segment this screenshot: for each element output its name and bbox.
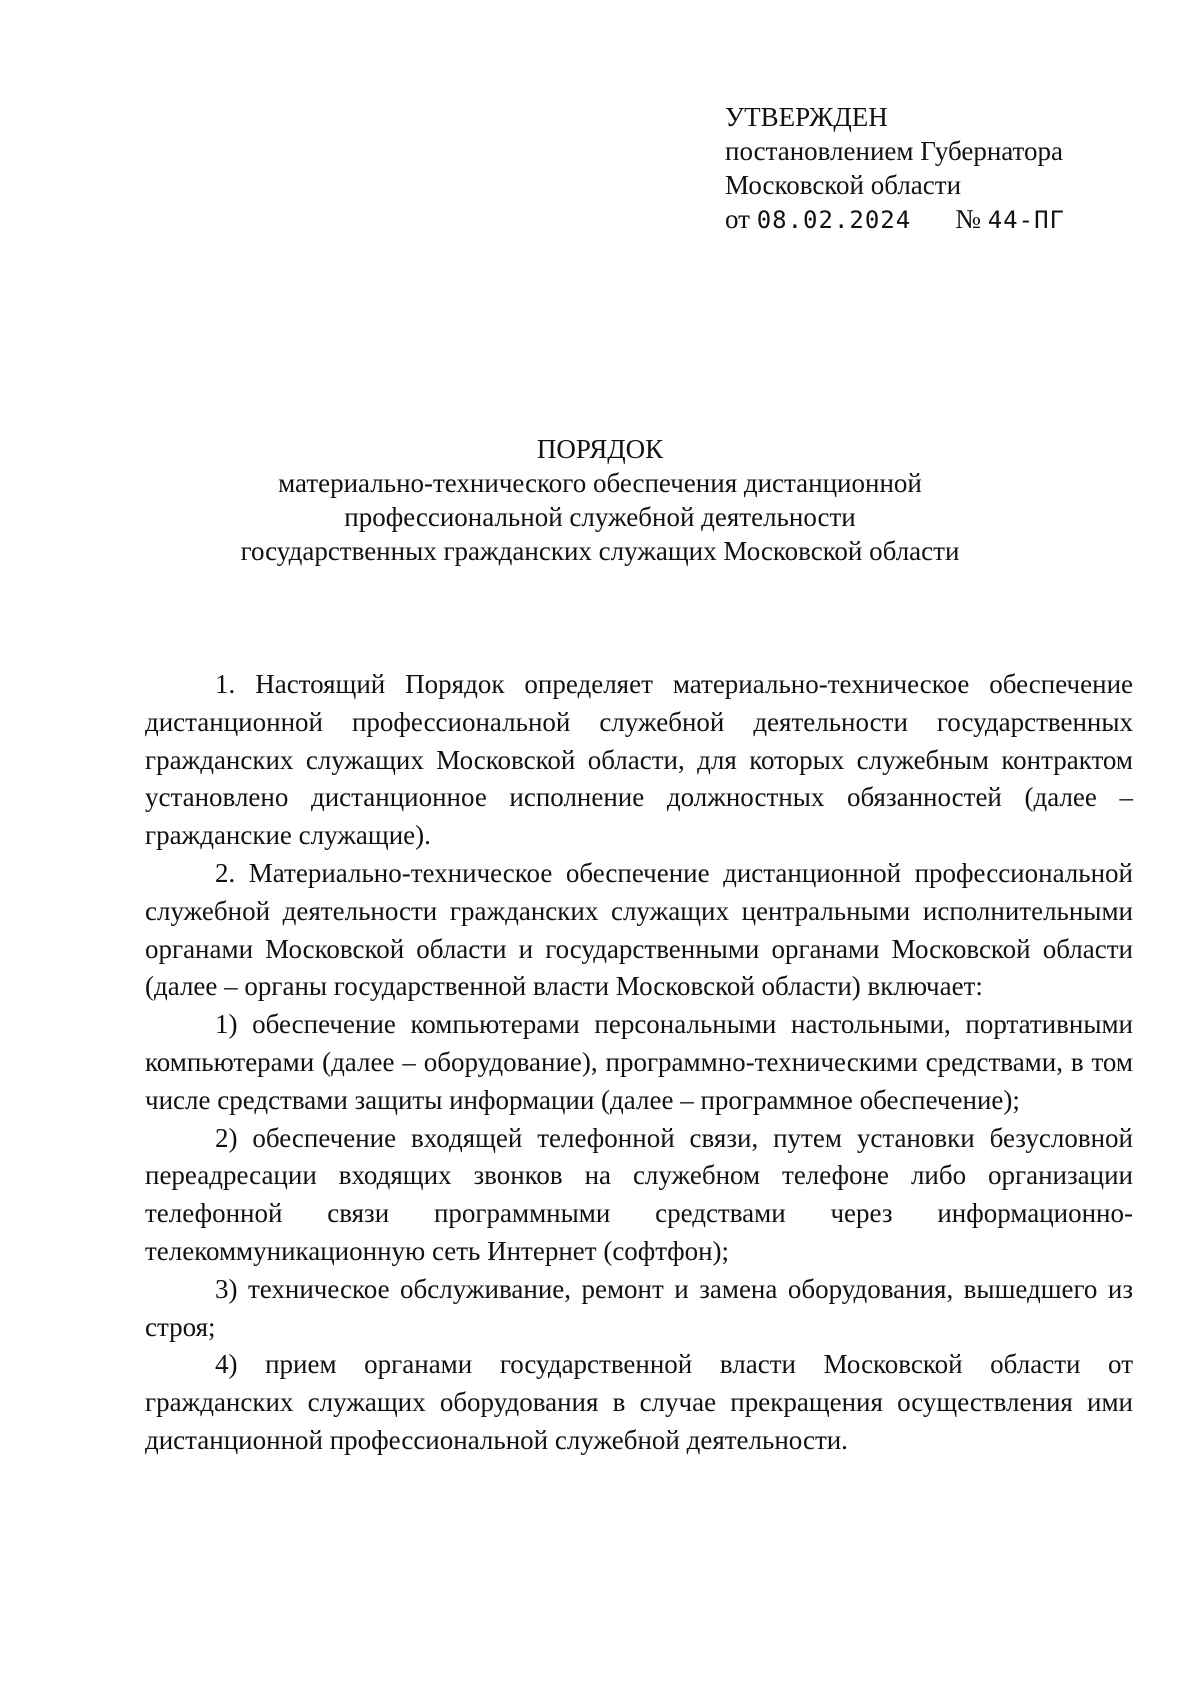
- paragraph-2-item-2: 2) обеспечение входящей телефонной связи, путем установки безусловной переадресации входящих звонков на служебном телефоне либо организации телефонной связи программными средствами через информационно-телекоммуникационную сеть Интернет (софтфон);: [145, 1122, 1133, 1266]
- approval-line-1: постановлением Губернатора: [725, 136, 1063, 166]
- paragraph-2-item-4: 4) прием органами государственной власти Московской области от гражданских служащих оборудования в случае прекращения осуществления ими дистанционной профессиональной служебной деятельности.: [145, 1349, 1133, 1455]
- title-heading: ПОРЯДОК: [536, 434, 664, 464]
- document-body: [145, 666, 1133, 1460]
- approval-date: 08.02.2024: [756, 206, 912, 234]
- approval-date-line: [725, 202, 1065, 237]
- paragraph-2-item-3: 3) техническое обслуживание, ремонт и замена оборудования, вышедшего из строя;: [145, 1273, 1133, 1342]
- document-title: [0, 432, 1200, 568]
- approval-line-2: Московской области: [725, 170, 962, 200]
- paragraph-1: 1. Настоящий Порядок определяет материально-техническое обеспечение дистанционной профессиональной служебной деятельности государственных гражданских служащих Московской области, для которых служебным контрактом установлено дистанционное исполнение должностных обязанностей (далее – гражданские служащие).: [145, 669, 1133, 851]
- paragraph-2-item-1: 1) обеспечение компьютерами персональными настольными, портативными компьютерами (далее – оборудование), программно-техническими средствами, в том числе средствами защиты информации (далее – программное обеспечение);: [145, 1009, 1133, 1115]
- approval-date-prefix: от: [725, 204, 750, 234]
- approval-number: 44-ПГ: [987, 206, 1065, 234]
- title-line-2: профессиональной служебной деятельности: [344, 502, 856, 532]
- paragraph-2: 2. Материально-техническое обеспечение дистанционной профессиональной служебной деятельности гражданских служащих центральными исполнительными органами Московской области и государственными органами Московской области (далее – органы государственной власти Московской области) включает:: [145, 857, 1133, 1002]
- approval-stamp-block: [725, 100, 1065, 237]
- title-line-1: материально-технического обеспечения дистанционной: [278, 468, 922, 498]
- approval-approved: УТВЕРЖДЕН: [725, 102, 888, 132]
- approval-number-prefix: №: [955, 204, 981, 234]
- title-line-3: государственных гражданских служащих Московской области: [240, 536, 960, 566]
